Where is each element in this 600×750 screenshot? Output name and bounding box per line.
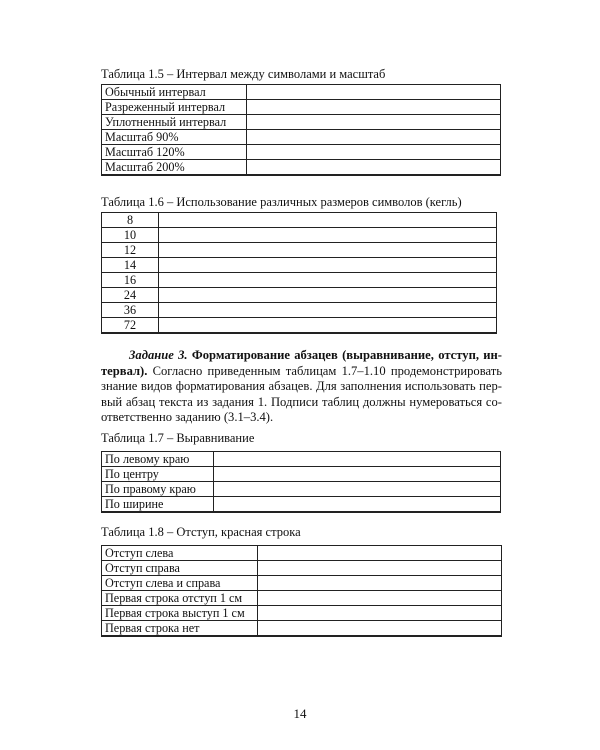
table-1-5-label-cell: Масштаб 200% [102, 160, 247, 176]
table-1-5-row [102, 145, 501, 160]
table-1-7-label-cell: По ширине [102, 497, 214, 513]
task-3-text-line: знание видов форматирования абзацев. Для заполнения использовать пер- [101, 379, 502, 393]
table-1-8-label-cell: Первая строка выступ 1 см [102, 606, 258, 621]
table-1-8-row [102, 606, 502, 621]
task-3-title-end: тервал). [101, 363, 148, 378]
table-1-6-row [102, 288, 497, 303]
table-1-6-label-cell: 24 [102, 288, 159, 303]
table-1-5-label-cell: Обычный интервал [102, 85, 247, 100]
table-1-5-empty-cell [247, 145, 501, 160]
table-1-8-label-cell: Первая строка нет [102, 621, 258, 637]
table-1-7 [101, 451, 501, 513]
table-1-6-label-cell: 10 [102, 228, 159, 243]
table-1-6-label-cell: 14 [102, 258, 159, 273]
task-3-text: Согласно приведенным таблицам 1.7–1.10 продемонстрировать [147, 363, 502, 378]
table-1-7-label-cell: По левому краю [102, 452, 214, 467]
table-1-6 [101, 212, 497, 334]
table-1-6-row [102, 243, 497, 258]
table-1-6-empty-cell [159, 288, 497, 303]
table-1-6-empty-cell [159, 243, 497, 258]
table-1-8-caption: Таблица 1.8 – Отступ, красная строка [101, 525, 301, 539]
table-1-6-empty-cell [159, 303, 497, 318]
table-1-5-label-cell: Масштаб 90% [102, 130, 247, 145]
table-1-8-empty-cell [258, 576, 502, 591]
table-1-8-label-cell: Первая строка отступ 1 см [102, 591, 258, 606]
table-1-6-label-cell: 12 [102, 243, 159, 258]
task-3-title: Форматирование абзацев (выравнивание, отступ, ин- [187, 348, 503, 362]
table-1-5-label-cell: Уплотненный интервал [102, 115, 247, 130]
table-1-5-empty-cell [247, 130, 501, 145]
table-1-7-label-cell: По правому краю [102, 482, 214, 497]
table-1-5-row [102, 115, 501, 130]
table-1-7-empty-cell [214, 452, 501, 467]
table-1-7-caption: Таблица 1.7 – Выравнивание [101, 431, 255, 445]
table-1-6-label-cell: 8 [102, 213, 159, 228]
table-1-8-label-cell: Отступ справа [102, 561, 258, 576]
table-1-6-label-cell: 36 [102, 303, 159, 318]
table-1-8-empty-cell [258, 621, 502, 637]
table-1-5-row [102, 100, 501, 115]
task-3-paragraph [101, 348, 502, 426]
table-1-7-empty-cell [214, 497, 501, 513]
table-1-6-empty-cell [159, 228, 497, 243]
table-1-5-caption: Таблица 1.5 – Интервал между символами и масштаб [101, 67, 386, 81]
task-3-text-line: ответственно заданию (3.1–3.4). [101, 410, 274, 424]
table-1-6-empty-cell [159, 318, 497, 334]
table-1-8-row [102, 591, 502, 606]
table-1-7-row [102, 467, 501, 482]
table-1-5-label-cell: Масштаб 120% [102, 145, 247, 160]
table-1-5-row [102, 130, 501, 145]
table-1-6-caption: Таблица 1.6 – Использование различных размеров символов (кегль) [101, 195, 462, 209]
table-1-6-empty-cell [159, 273, 497, 288]
table-1-7-label-cell: По центру [102, 467, 214, 482]
table-1-6-label-cell: 72 [102, 318, 159, 334]
table-1-8-row [102, 546, 502, 561]
table-1-8-row [102, 576, 502, 591]
table-1-8-label-cell: Отступ слева и справа [102, 576, 258, 591]
table-1-7-empty-cell [214, 467, 501, 482]
table-1-8-empty-cell [258, 606, 502, 621]
table-1-8 [101, 545, 502, 637]
table-1-6-label-cell: 16 [102, 273, 159, 288]
table-1-6-row [102, 303, 497, 318]
table-1-6-row [102, 318, 497, 334]
table-1-5-row [102, 85, 501, 100]
page-number: 14 [293, 706, 307, 721]
table-1-7-empty-cell [214, 482, 501, 497]
table-1-5-empty-cell [247, 115, 501, 130]
table-1-7-row [102, 452, 501, 467]
table-1-6-row [102, 273, 497, 288]
table-1-5-empty-cell [247, 160, 501, 176]
table-1-7-row [102, 497, 501, 513]
table-1-5-empty-cell [247, 85, 501, 100]
table-1-8-label-cell: Отступ слева [102, 546, 258, 561]
task-3-text-line: вый абзац текста из задания 1. Подписи таблиц должны нумероваться со- [101, 394, 502, 409]
table-1-6-empty-cell [159, 213, 497, 228]
table-1-8-empty-cell [258, 546, 502, 561]
table-1-5-label-cell: Разреженный интервал [102, 100, 247, 115]
table-1-5-empty-cell [247, 100, 501, 115]
task-3-label: Задание 3. [129, 348, 188, 362]
table-1-8-row [102, 561, 502, 576]
table-1-5-row [102, 160, 501, 176]
table-1-8-empty-cell [258, 591, 502, 606]
table-1-6-row [102, 213, 497, 228]
table-1-8-empty-cell [258, 561, 502, 576]
table-1-6-row [102, 228, 497, 243]
table-1-7-row [102, 482, 501, 497]
table-1-8-row [102, 621, 502, 637]
table-1-6-empty-cell [159, 258, 497, 273]
table-1-5 [101, 84, 501, 176]
table-1-6-row [102, 258, 497, 273]
